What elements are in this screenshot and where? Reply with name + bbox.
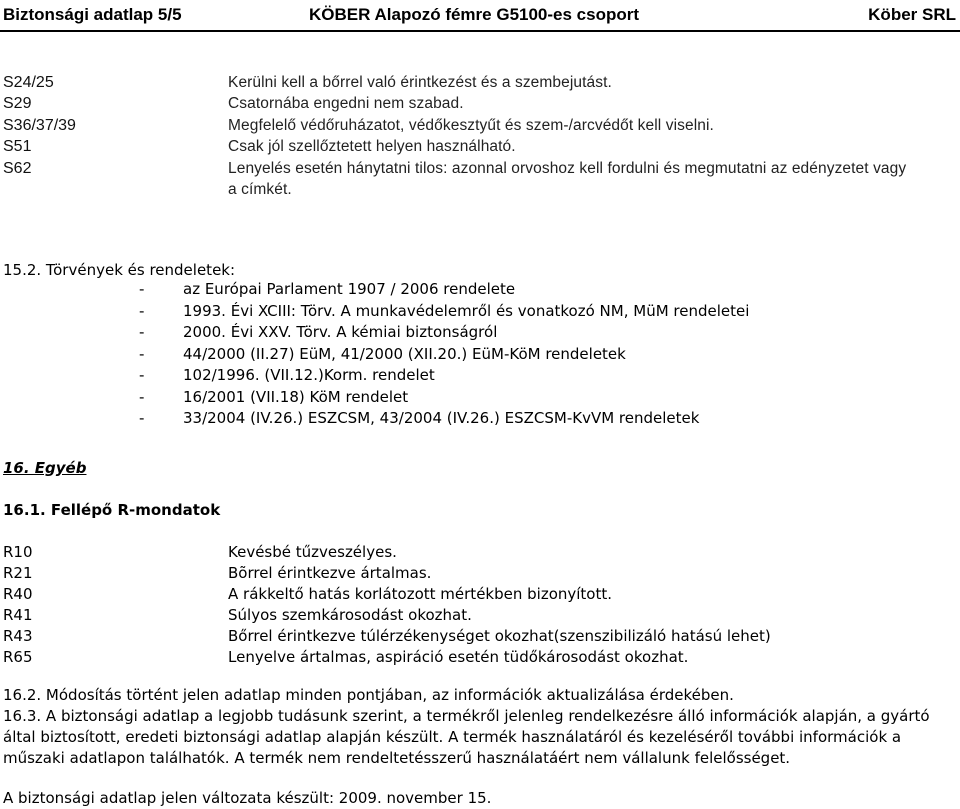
version-date-note: A biztonsági adatlap jelen változata készült: 2009. november 15. xyxy=(3,789,492,807)
law-item: - az Európai Parlament 1907 / 2006 rendelete xyxy=(139,280,516,298)
r-phrase-code: R65 xyxy=(3,648,33,666)
laws-title: 15.2. Törvények és rendeletek: xyxy=(3,261,236,279)
section-16-1-title: 16.1. Fellépő R-mondatok xyxy=(3,501,221,519)
r-phrase-text: Bõrrel érintkezve ártalmas. xyxy=(228,564,432,582)
law-item: - 1993. Évi XCIII: Törv. A munkavédelemről és vonatkozó NM, MüM rendeletei xyxy=(139,302,750,320)
law-item: - 102/1996. (VII.12.)Korm. rendelet xyxy=(139,366,435,384)
s-phrase-code: S29 xyxy=(3,95,32,112)
s-phrase-text: Csatornába engedni nem szabad. xyxy=(228,95,464,112)
r-phrase-code: R41 xyxy=(3,606,33,624)
law-item: - 16/2001 (VII.18) KöM rendelet xyxy=(139,388,409,406)
r-phrase-text: Kevésbé tűzveszélyes. xyxy=(228,543,397,561)
page-header xyxy=(0,0,960,32)
law-item: - 2000. Évi XXV. Törv. A kémiai biztonságról xyxy=(139,323,498,341)
r-phrase-code: R40 xyxy=(3,585,33,603)
header-product-name: KÖBER Alapozó fémre G5100-es csoport xyxy=(309,5,640,24)
s-phrase-code: S62 xyxy=(3,160,32,177)
s-phrase-code: S51 xyxy=(3,138,32,155)
s-phrase-text: Csak jól szellőztetett helyen használható. xyxy=(228,138,516,155)
r-phrase-code: R10 xyxy=(3,543,33,561)
paragraph-16-2: 16.2. Módosítás történt jelen adatlap minden pontjában, az információk aktualizálása érdekében. xyxy=(3,686,734,704)
r-phrase-text: Súlyos szemkárosodást okozhat. xyxy=(228,606,472,624)
s-phrase-text-continuation: a címkét. xyxy=(228,181,292,198)
paragraph-16-3: 16.3. A biztonsági adatlap a legjobb tudásunk szerint, a termékről jelenleg rendelkezésre álló információk alapján, a gyártó által biztosított, eredeti biztonsági adatlap alapján készült. A termék használatáról és kezeléséről további információk a műszaki adatlapon találhatók. A termék nem rendeltetésszerű használatáért nem vállalunk felelősséget. xyxy=(3,707,930,767)
s-phrase-text: Megfelelő védőruházatot, védőkesztyűt és szem-/arcvédőt kell viselni. xyxy=(228,117,714,134)
header-doc-title: Biztonsági adatlap 5/5 xyxy=(3,5,182,24)
r-phrase-code: R43 xyxy=(3,627,33,645)
r-phrase-text: Bőrrel érintkezve túlérzékenységet okozhat(szenszibilizáló hatású lehet) xyxy=(228,627,771,645)
r-phrase-text: A rákkeltő hatás korlátozott mértékben bizonyított. xyxy=(228,585,613,603)
section-16-title: 16. Egyéb xyxy=(3,459,87,477)
s-phrase-text: Lenyelés esetén hánytatni tilos: azonnal orvoshoz kell fordulni és megmutatni az edényzetet vagy xyxy=(228,160,907,177)
s-phrase-code: S24/25 xyxy=(3,74,54,91)
s-phrase-code: S36/37/39 xyxy=(3,117,76,134)
law-item: - 33/2004 (IV.26.) ESZCSM, 43/2004 (IV.26.) ESZCSM-KvVM rendeletek xyxy=(139,409,700,427)
r-phrase-text: Lenyelve ártalmas, aspiráció esetén tüdőkárosodást okozhat. xyxy=(228,648,689,666)
law-item: - 44/2000 (II.27) EüM, 41/2000 (XII.20.) EüM-KöM rendeletek xyxy=(139,345,626,363)
s-phrase-text: Kerülni kell a bőrrel való érintkezést és a szembejutást. xyxy=(228,74,612,91)
r-phrase-code: R21 xyxy=(3,564,33,582)
header-company: Köber SRL xyxy=(868,5,956,24)
